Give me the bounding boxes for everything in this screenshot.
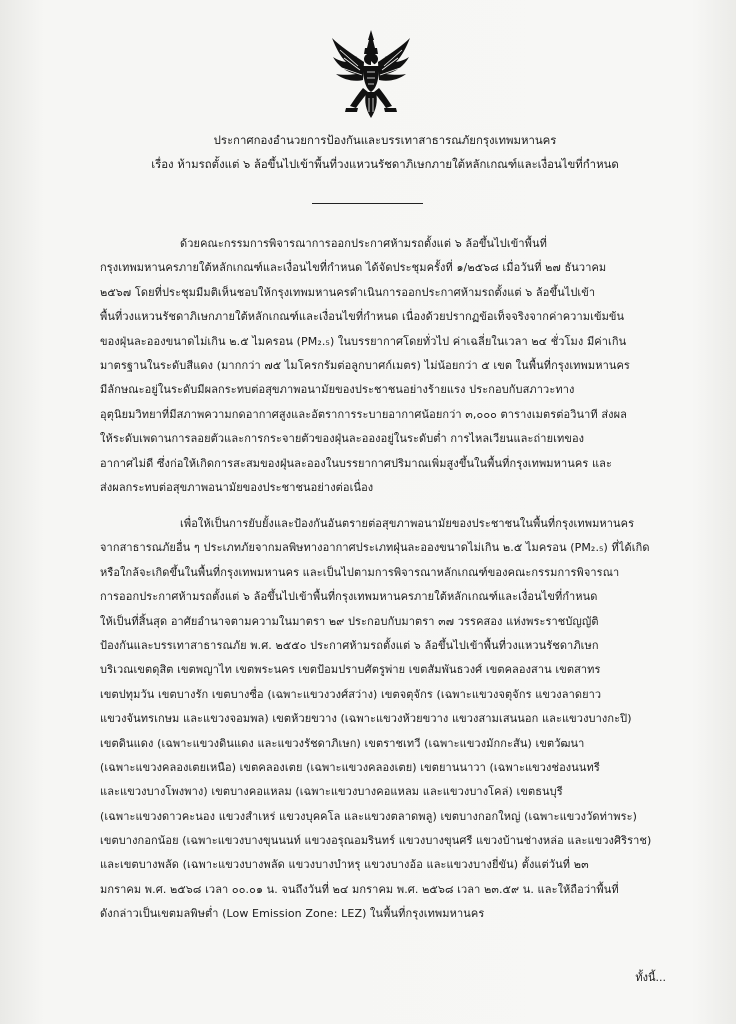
- closing-text: ทั้งนี้...: [635, 971, 666, 984]
- paragraph-line: ให้เป็นที่สิ้นสุด อาศัยอำนาจตามความในมาตรา ๒๙ ประกอบกับมาตรา ๓๗ วรรคสอง แห่งพระราชบัญญัติ: [100, 614, 599, 628]
- paragraph-line: เขตดินแดง (เฉพาะแขวงดินแดง และแขวงรัชดาภิเษก) เขตราชเทวี (เฉพาะแขวงมักกะสัน) เขตวัฒนา: [100, 736, 585, 750]
- paragraph-line: การออกประกาศห้ามรถตั้งแต่ ๖ ล้อขึ้นไปเข้าพื้นที่กรุงเทพมหานครภายใต้หลักเกณฑ์และเงื่อนไขที่กำหนด: [100, 590, 598, 604]
- paragraph-line: แขวงจันทรเกษม และแขวงจอมพล) เขตห้วยขวาง (เฉพาะแขวงห้วยขวาง แขวงสามเสนนอก และแขวงบางกะปิ): [100, 712, 632, 726]
- paragraph-order: [100, 512, 676, 927]
- garuda-emblem-icon: [330, 28, 412, 120]
- paragraph-line: เขตบางกอกน้อย (เฉพาะแขวงบางขุนนนท์ แขวงอรุณอมรินทร์ แขวงบางขุนศรี แขวงบ้านช่างหล่อ และแขวงศิริราช): [100, 834, 652, 848]
- paragraph-line: (เฉพาะแขวงดาวคะนอง แขวงสำเหร่ แขวงบุคคโล และแขวงตลาดพลู) เขตบางกอกใหญ่ (เฉพาะแขวงวัดท่าพระ): [100, 809, 638, 823]
- paragraph-line: ของฝุ่นละอองขนาดไม่เกิน ๒.๕ ไมครอน (PM₂.₅) ในบรรยากาศโดยทั่วไป ค่าเฉลี่ยในเวลา ๒๔ ชั่วโมง มีค่าเกิน: [100, 334, 627, 348]
- paragraph-line: มาตรฐานในระดับสีแดง (มากกว่า ๗๕ ไมโครกรัมต่อลูกบาศก์เมตร) ไม่น้อยกว่า ๕ เขต ในพื้นที่กรุงเทพมหานคร: [100, 358, 630, 372]
- paragraph-line: ให้ระดับเพดานการลอยตัวและการกระจายตัวของฝุ่นละอองอยู่ในระดับต่ำ การไหลเวียนและถ่ายเทของ: [100, 432, 585, 446]
- paragraph-line: กรุงเทพมหานครภายใต้หลักเกณฑ์และเงื่อนไขที่กำหนด ได้จัดประชุมครั้งที่ ๑/๒๕๖๘ เมื่อวันที่ ๒๗ ธันวาคม: [100, 261, 607, 275]
- paragraph-line: มีลักษณะอยู่ในระดับมีผลกระทบต่อสุขภาพอนามัยของประชาชนอย่างร้ายแรง ประกอบกับสภาวะทาง: [100, 383, 575, 397]
- paragraph-line: ๒๕๖๗ โดยที่ประชุมมีมติเห็นชอบให้กรุงเทพมหานครดำเนินการออกประกาศห้ามรถตั้งแต่ ๖ ล้อขึ้นไปเข้า: [100, 285, 596, 299]
- paragraph-line: เขตปทุมวัน เขตบางรัก เขตบางซื่อ (เฉพาะแขวงวงศ์สว่าง) เขตจตุจักร (เฉพาะแขวงจตุจักร แขวงลาดยาว: [100, 687, 602, 701]
- paragraph-reason: [100, 232, 676, 500]
- paragraph-line: พื้นที่วงแหวนรัชดาภิเษกภายใต้หลักเกณฑ์และเงื่อนไขที่กำหนด เนื่องด้วยปรากฏข้อเท็จจริงจากค่าความเข้มข้น: [100, 310, 625, 324]
- announcement-subject: เรื่อง ห้ามรถตั้งแต่ ๖ ล้อขึ้นไปเข้าพื้นที่วงแหวนรัชดาภิเษกภายใต้หลักเกณฑ์และเงื่อนไขที่กำหนด: [151, 157, 619, 171]
- paragraph-line: จากสาธารณภัยอื่น ๆ ประเภทภัยจากมลพิษทางอากาศประเภทฝุ่นละอองขนาดไม่เกิน ๒.๕ ไมครอน (PM₂.₅) ที่ได้เกิด: [100, 541, 650, 555]
- paragraph-line: ดังกล่าวเป็นเขตมลพิษต่ำ (Low Emission Zone: LEZ) ในพื้นที่กรุงเทพมหานคร: [100, 907, 485, 921]
- paragraph-line: (เฉพาะแขวงคลองเตยเหนือ) เขตคลองเตย (เฉพาะแขวงคลองเตย) เขตยานนาวา (เฉพาะแขวงช่องนนทรี: [100, 760, 600, 774]
- paragraph-line: และแขวงบางโพงพาง) เขตบางคอแหลม (เฉพาะแขวงบางคอแหลม และแขวงบางโคล่) เขตธนบุรี: [100, 785, 563, 799]
- paragraph-line: หรือใกล้จะเกิดขึ้นในพื้นที่กรุงเทพมหานคร และเป็นไปตามการพิจารณาหลักเกณฑ์ของคณะกรรมการพิจารณา: [100, 565, 620, 579]
- header-divider: [312, 203, 423, 204]
- paragraph-line: และเขตบางพลัด (เฉพาะแขวงบางพลัด แขวงบางบำหรุ แขวงบางอ้อ และแขวงบางยี่ขัน) ตั้งแต่วันที่ ๒๓: [100, 858, 589, 872]
- announcement-header: [120, 128, 650, 176]
- paragraph-line: ส่งผลกระทบต่อสุขภาพอนามัยของประชาชนอย่างต่อเนื่อง: [100, 480, 374, 494]
- paragraph-line: อากาศไม่ดี ซึ่งก่อให้เกิดการสะสมของฝุ่นละอองในบรรยากาศปริมาณเพิ่มสูงขึ้นในพื้นที่กรุงเทพมหานคร และ: [100, 456, 612, 470]
- paragraph-line: ด้วยคณะกรรมการพิจารณาการออกประกาศห้ามรถตั้งแต่ ๖ ล้อขึ้นไปเข้าพื้นที่: [180, 237, 547, 250]
- paragraph-line: เพื่อให้เป็นการยับยั้งและป้องกันอันตรายต่อสุขภาพอนามัยของประชาชนในพื้นที่กรุงเทพมหานคร: [180, 517, 635, 530]
- paragraph-line: ป้องกันและบรรเทาสาธารณภัย พ.ศ. ๒๕๕๐ ประกาศห้ามรถตั้งแต่ ๖ ล้อขึ้นไปเข้าพื้นที่วงแหวนรัชดาภิเษก: [100, 638, 599, 652]
- paragraph-line: อุตุนิยมวิทยาที่มีสภาพความกดอากาศสูงและอัตราการระบายอากาศน้อยกว่า ๓,๐๐๐ ตารางเมตรต่อวินาที ส่งผล: [100, 407, 628, 421]
- announcement-issuer: ประกาศกองอำนวยการป้องกันและบรรเทาสาธารณภัยกรุงเทพมหานคร: [213, 133, 557, 147]
- paragraph-line: บริเวณเขตดุสิต เขตพญาไท เขตพระนคร เขตป้อมปราบศัตรูพ่าย เขตสัมพันธวงศ์ เขตคลองสาน เขตสาทร: [100, 663, 601, 677]
- paragraph-line: มกราคม พ.ศ. ๒๕๖๘ เวลา ๐๐.๐๑ น. จนถึงวันที่ ๒๔ มกราคม พ.ศ. ๒๕๖๘ เวลา ๒๓.๕๙ น. และให้ถือว่าพื้นที่: [100, 882, 619, 896]
